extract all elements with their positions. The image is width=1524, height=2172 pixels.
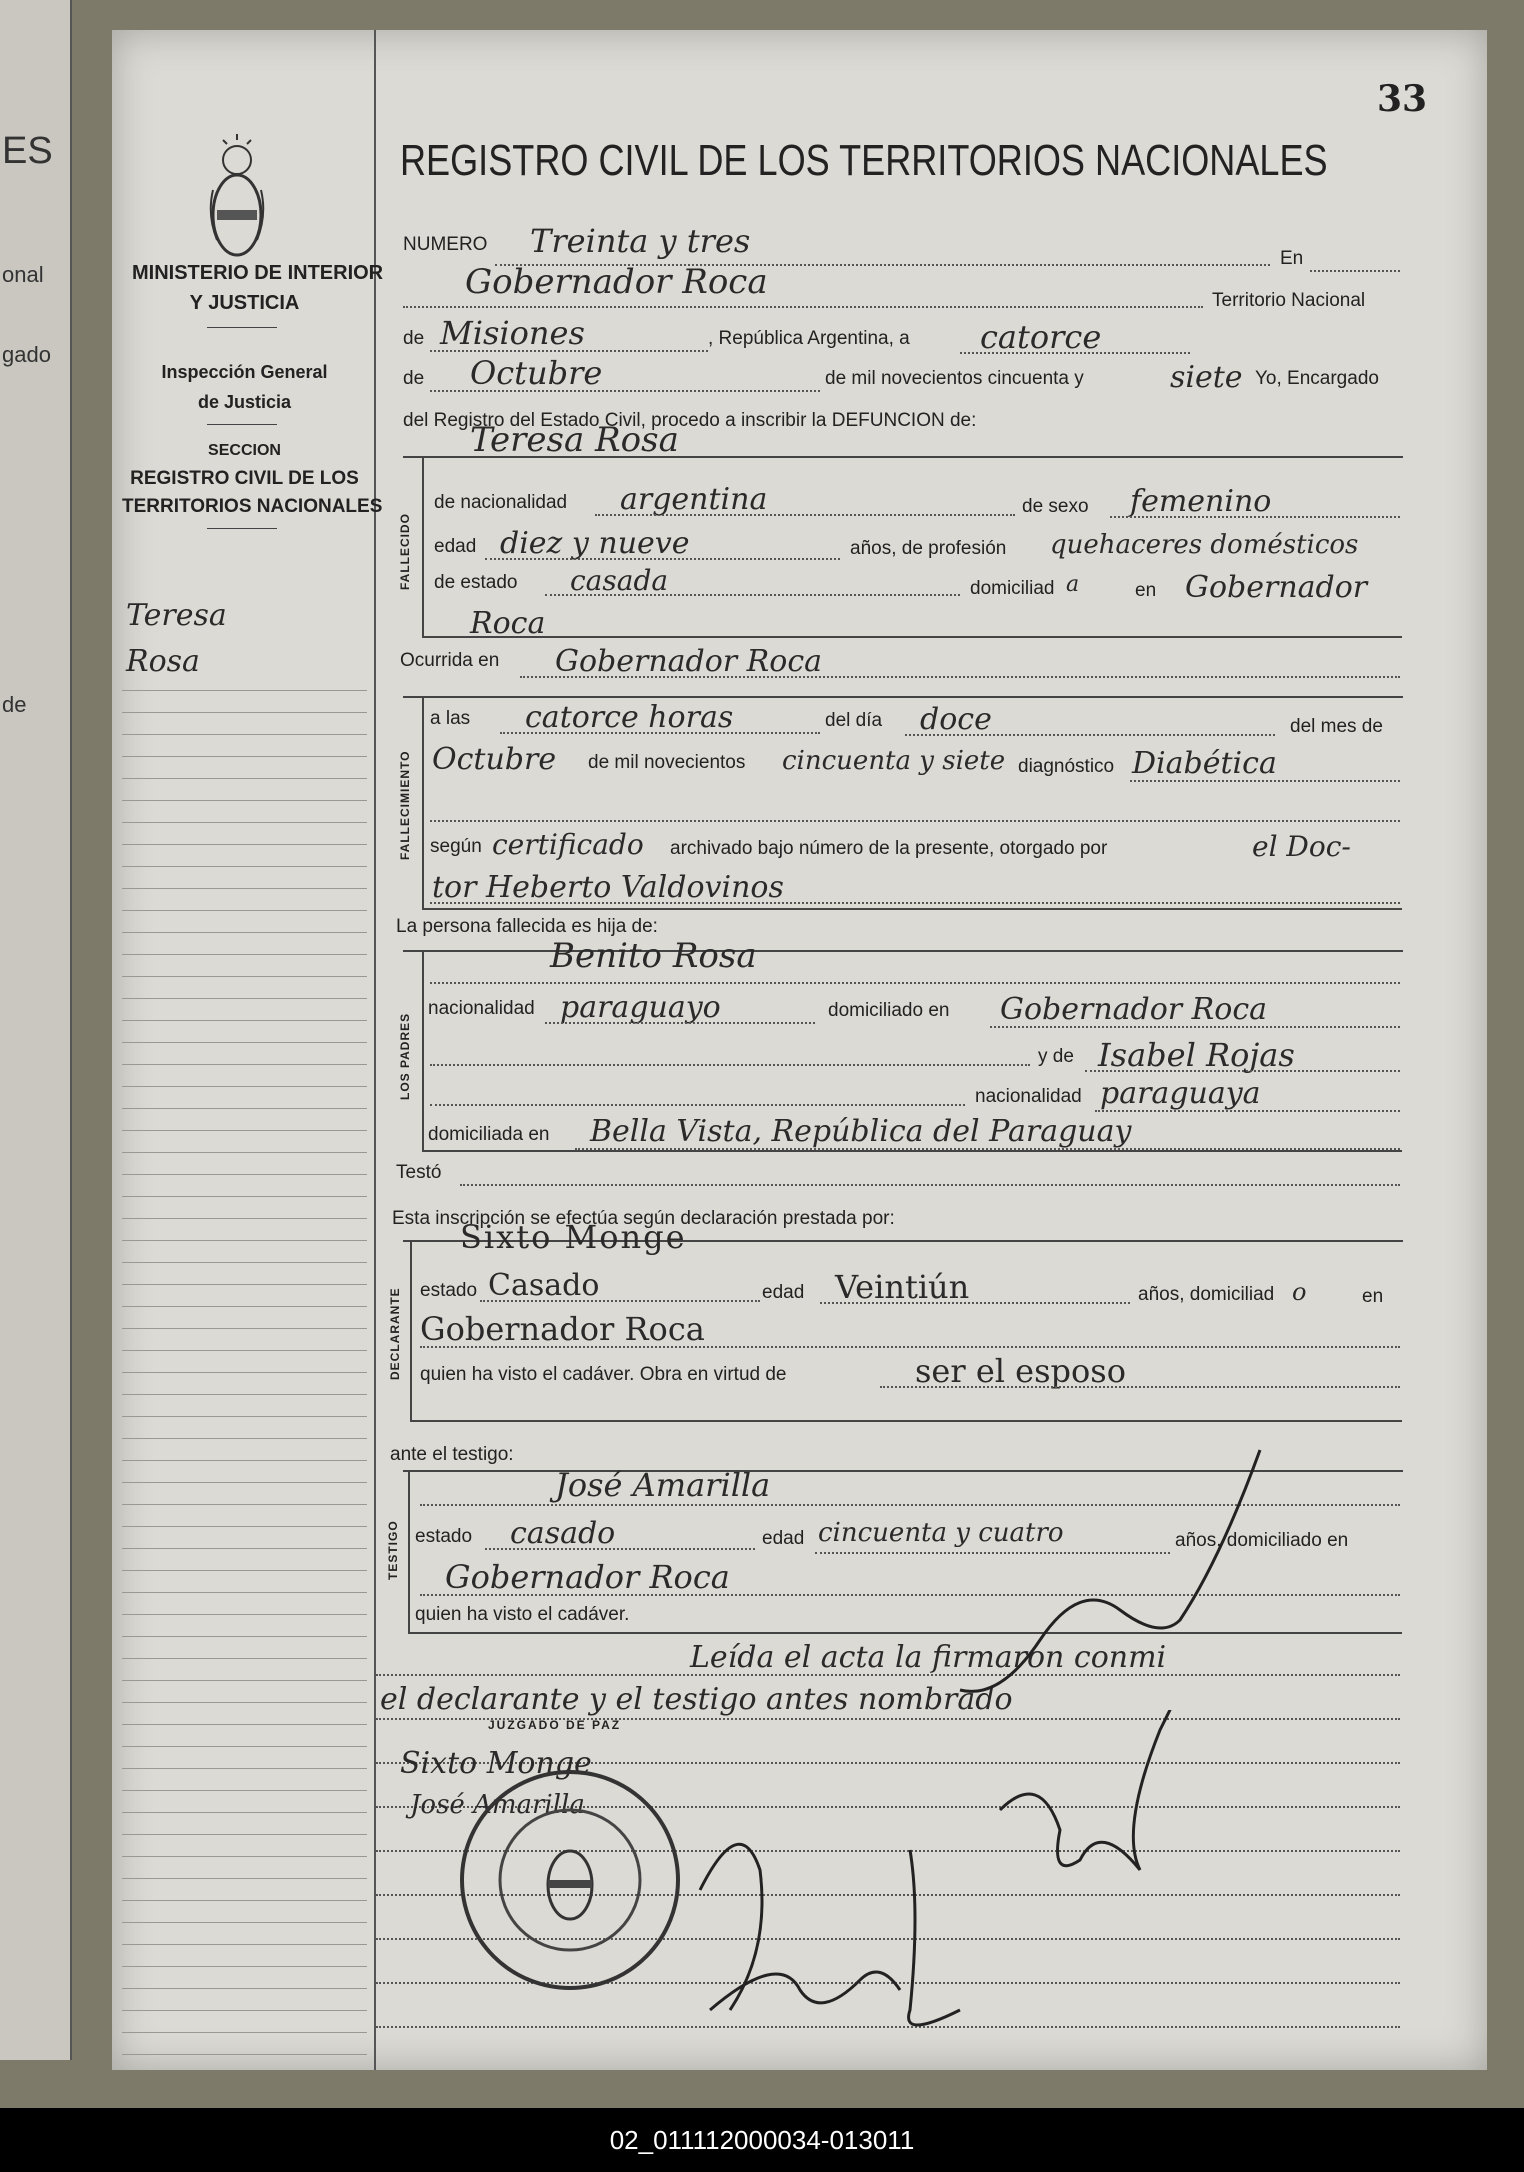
section-padres: LOS PADRES (398, 1012, 412, 1100)
ruled-line (122, 1636, 367, 1637)
ruled-line (122, 1856, 367, 1857)
ruled-line (122, 1108, 367, 1109)
prev-page-fragment: de (2, 692, 27, 717)
domicilio-value: Gobernador (1185, 570, 1368, 605)
testo-label: Testó (396, 1162, 442, 1183)
tes-domicilio-value: Gobernador Roca (445, 1558, 730, 1596)
sexo-value: femenino (1130, 484, 1272, 519)
ocurrida-label: Ocurrida en (400, 650, 500, 671)
y-de-label: y de (1038, 1046, 1074, 1067)
territorio-label: Territorio Nacional (1212, 290, 1366, 311)
ruled-line (122, 1944, 367, 1945)
ruled-line (122, 1284, 367, 1285)
anio-value: siete (1170, 360, 1243, 395)
ruled-line (122, 976, 367, 977)
signatures-and-stamp (440, 1710, 1400, 2090)
ruled-line (122, 1702, 367, 1703)
ruled-line (122, 1394, 367, 1395)
nacionalidad-value: argentina (620, 482, 768, 517)
fallecido-nombre: Teresa Rosa (470, 420, 679, 460)
estado-value: casada (570, 564, 669, 597)
ruled-line (122, 1966, 367, 1967)
domicilio-value-2: Roca (470, 606, 546, 641)
testigo-value: José Amarilla (555, 1466, 771, 1504)
edad-label: edad (434, 536, 477, 557)
mes-label: de (403, 368, 425, 389)
otorgado-value-2: tor Heberto Valdovinos (432, 870, 784, 905)
section-fallecido: FALLECIDO (398, 513, 412, 590)
stamp-text: JUZGADO DE PAZ (488, 1718, 622, 1732)
ruled-line (122, 1768, 367, 1769)
ruled-line (122, 1482, 367, 1483)
inscripcion-label: Esta inscripción se efectúa según declaración prestada por: (392, 1208, 895, 1229)
del-mes-label: del mes de (1290, 716, 1383, 737)
domiciliado-suffix: a (1066, 572, 1080, 597)
ocurrida-value: Gobernador Roca (555, 644, 823, 679)
ruled-line (122, 2010, 367, 2011)
ruled-line (122, 910, 367, 911)
ruled-line (122, 1724, 367, 1725)
section-declarante: DECLARANTE (388, 1287, 402, 1380)
virtud-value: ser el esposo (915, 1352, 1126, 1390)
sexo-label: de sexo (1022, 496, 1089, 517)
yo-label: Yo, Encargado (1255, 368, 1379, 389)
en-label: En (1280, 248, 1304, 269)
ruled-line (122, 712, 367, 713)
section-label-2: REGISTRO CIVIL DE LOS (130, 468, 359, 489)
ruled-line (122, 1306, 367, 1307)
margin-surname: Rosa (126, 644, 200, 679)
ruled-line (122, 1460, 367, 1461)
ruled-line (122, 1438, 367, 1439)
ruled-line (122, 756, 367, 757)
ruled-line (122, 1328, 367, 1329)
republica-label: , República Argentina, a (708, 328, 910, 349)
ruled-line (122, 1526, 367, 1527)
tes-edad-label: edad (762, 1528, 805, 1549)
ruled-line (122, 1262, 367, 1263)
page-number: 33 (1377, 78, 1428, 120)
hora-label: a las (430, 708, 471, 729)
ruled-line (122, 888, 367, 889)
del-dia-label: del día (825, 710, 883, 731)
diagnostico-label: diagnóstico (1018, 756, 1115, 777)
ruled-line (122, 1790, 367, 1791)
prev-page-fragment: onal (2, 262, 44, 287)
dom-padre-value: Gobernador Roca (1000, 992, 1268, 1027)
prev-page-fragment: ES (2, 130, 53, 172)
padre-value: Benito Rosa (550, 936, 757, 976)
profesion-value: quehaceres domésticos (1050, 530, 1359, 560)
tes-visto-label: quien ha visto el cadáver. (415, 1604, 630, 1625)
otorgado-value: el Doc- (1252, 830, 1351, 863)
ruled-line (122, 1922, 367, 1923)
declarante-value: Sixto Monge (460, 1218, 687, 1256)
del-dia-value: doce (920, 702, 992, 737)
ruled-line (122, 800, 367, 801)
ruled-line (122, 1834, 367, 1835)
nac-padre-value: paraguayo (560, 990, 721, 1025)
ministry-label-2: Y JUSTICIA (189, 292, 300, 314)
signature-declarante: Sixto Monge (400, 1746, 592, 1781)
prev-page-fragment: gado (2, 342, 51, 367)
cierre-line-2: el declarante y el testigo antes nombrado (380, 1682, 1013, 1717)
nac-madre-value: paraguaya (1100, 1076, 1261, 1111)
dec-anios-suffix: o (1292, 1278, 1307, 1306)
ruled-line (122, 2032, 367, 2033)
ruled-line (122, 822, 367, 823)
dec-estado-value: Casado (488, 1268, 600, 1303)
estado-label: de estado (434, 572, 518, 593)
ruled-line (122, 1218, 367, 1219)
domicilio-en-label: en (1135, 580, 1157, 601)
segun-label: según (430, 836, 482, 857)
signature-testigo: José Amarilla (410, 1790, 585, 1820)
dec-anios-label: años, domiciliad (1138, 1284, 1275, 1305)
ruled-line (122, 1042, 367, 1043)
ruled-line (122, 1152, 367, 1153)
nac-padre-label: nacionalidad (428, 998, 535, 1019)
ruled-line (122, 1130, 367, 1131)
mil-label: de mil novecientos (588, 752, 746, 773)
section-testigo: TESTIGO (386, 1520, 400, 1580)
dom-padre-label: domiciliado en (828, 1000, 950, 1021)
inspection-label-2: de Justicia (197, 392, 292, 412)
ruled-line (122, 954, 367, 955)
tes-edad-value: cincuenta y cuatro (818, 1518, 1064, 1548)
ruled-line (122, 932, 367, 933)
ruled-line (122, 1746, 367, 1747)
ruled-line (122, 734, 367, 735)
tes-estado-label: estado (415, 1526, 473, 1547)
ruled-line (122, 1174, 367, 1175)
ruled-line (122, 1372, 367, 1373)
ruled-line (122, 844, 367, 845)
mes-value: Octubre (470, 354, 603, 392)
signature-flourish (760, 1440, 1280, 1740)
hija-label: La persona fallecida es hija de: (396, 916, 658, 937)
edad-value: diez y nueve (500, 526, 690, 561)
numero-value: Treinta y tres (530, 222, 751, 260)
domiciliado-label: domiciliad (970, 578, 1055, 599)
page-title: REGISTRO CIVIL DE LOS TERRITORIOS NACIONALES (400, 136, 1328, 185)
ruled-line (122, 1900, 367, 1901)
nac-madre-label: nacionalidad (975, 1086, 1082, 1107)
ruled-line (122, 1350, 367, 1351)
anio-label: de mil novecientos cincuenta y (825, 368, 1084, 389)
previous-page-edge (0, 0, 72, 2060)
profesion-label: años, de profesión (850, 538, 1007, 559)
dec-domicilio-value: Gobernador Roca (420, 1310, 705, 1348)
ruled-line (122, 1416, 367, 1417)
inspection-label: Inspección General (161, 362, 328, 382)
del-mes-value: Octubre (432, 742, 557, 777)
ruled-line (122, 690, 367, 691)
ruled-line (122, 1592, 367, 1593)
archivado-label: archivado bajo número de la presente, otorgado por (670, 838, 1108, 859)
ruled-line (122, 2054, 367, 2055)
ruled-line (122, 1878, 367, 1879)
mil-anio-value: cincuenta y siete (782, 746, 1006, 776)
section-fallecimiento: FALLECIMIENTO (398, 750, 412, 860)
ministry-label: MINISTERIO DE INTERIOR (132, 262, 384, 284)
ruled-line (122, 1086, 367, 1087)
margin-name: Teresa (126, 598, 227, 633)
sidebar-column (112, 30, 384, 2070)
registro-label: del Registro del Estado Civil, procedo a inscribir la DEFUNCION de: (403, 410, 977, 431)
territorio-value: Misiones (440, 314, 585, 352)
ruled-line (122, 1570, 367, 1571)
ruled-line (122, 1020, 367, 1021)
section-label: SECCION (208, 442, 281, 459)
cierre-line-1: Leída el acta la firmaron conmi (690, 1640, 1167, 1675)
visto-label: quien ha visto el cadáver. Obra en virtud de (420, 1364, 787, 1385)
lugar-value: Gobernador Roca (465, 262, 768, 302)
madre-value: Isabel Rojas (1098, 1036, 1295, 1074)
diagnostico-value: Diabética (1132, 746, 1277, 781)
ruled-line (122, 1504, 367, 1505)
ruled-line (122, 1680, 367, 1681)
ruled-line (122, 1812, 367, 1813)
numero-label: NUMERO (403, 234, 488, 255)
dom-madre-value: Bella Vista, República del Paraguay (590, 1114, 1132, 1149)
ruled-line (122, 866, 367, 867)
ruled-line (122, 1196, 367, 1197)
ruled-line (122, 1064, 367, 1065)
testigo-intro-label: ante el testigo: (390, 1444, 514, 1465)
ruled-line (122, 1988, 367, 1989)
image-identifier: 02_011112000034-013011 (0, 2108, 1524, 2172)
ruled-line (122, 998, 367, 999)
dec-estado-label: estado (420, 1280, 478, 1301)
de-label: de (403, 328, 425, 349)
dec-en-label: en (1362, 1286, 1384, 1307)
ruled-line (122, 1658, 367, 1659)
ruled-line (122, 1548, 367, 1549)
ruled-line (122, 1614, 367, 1615)
dec-edad-label: edad (762, 1282, 805, 1303)
coat-of-arms-icon (207, 130, 267, 270)
tes-anios-label: años, domiciliado en (1175, 1530, 1349, 1551)
dec-edad-value: Veintiún (835, 1268, 970, 1306)
segun-value: certificado (492, 828, 644, 861)
dom-madre-label: domiciliada en (428, 1124, 550, 1145)
dia-value: catorce (980, 318, 1102, 356)
ruled-line (122, 778, 367, 779)
section-label-3: TERRITORIOS NACIONALES (122, 496, 383, 517)
ruled-line (122, 1240, 367, 1241)
official-stamp (462, 1772, 678, 1988)
hora-value: catorce horas (525, 700, 734, 735)
nacionalidad-label: de nacionalidad (434, 492, 568, 513)
tes-estado-value: casado (510, 1516, 616, 1551)
